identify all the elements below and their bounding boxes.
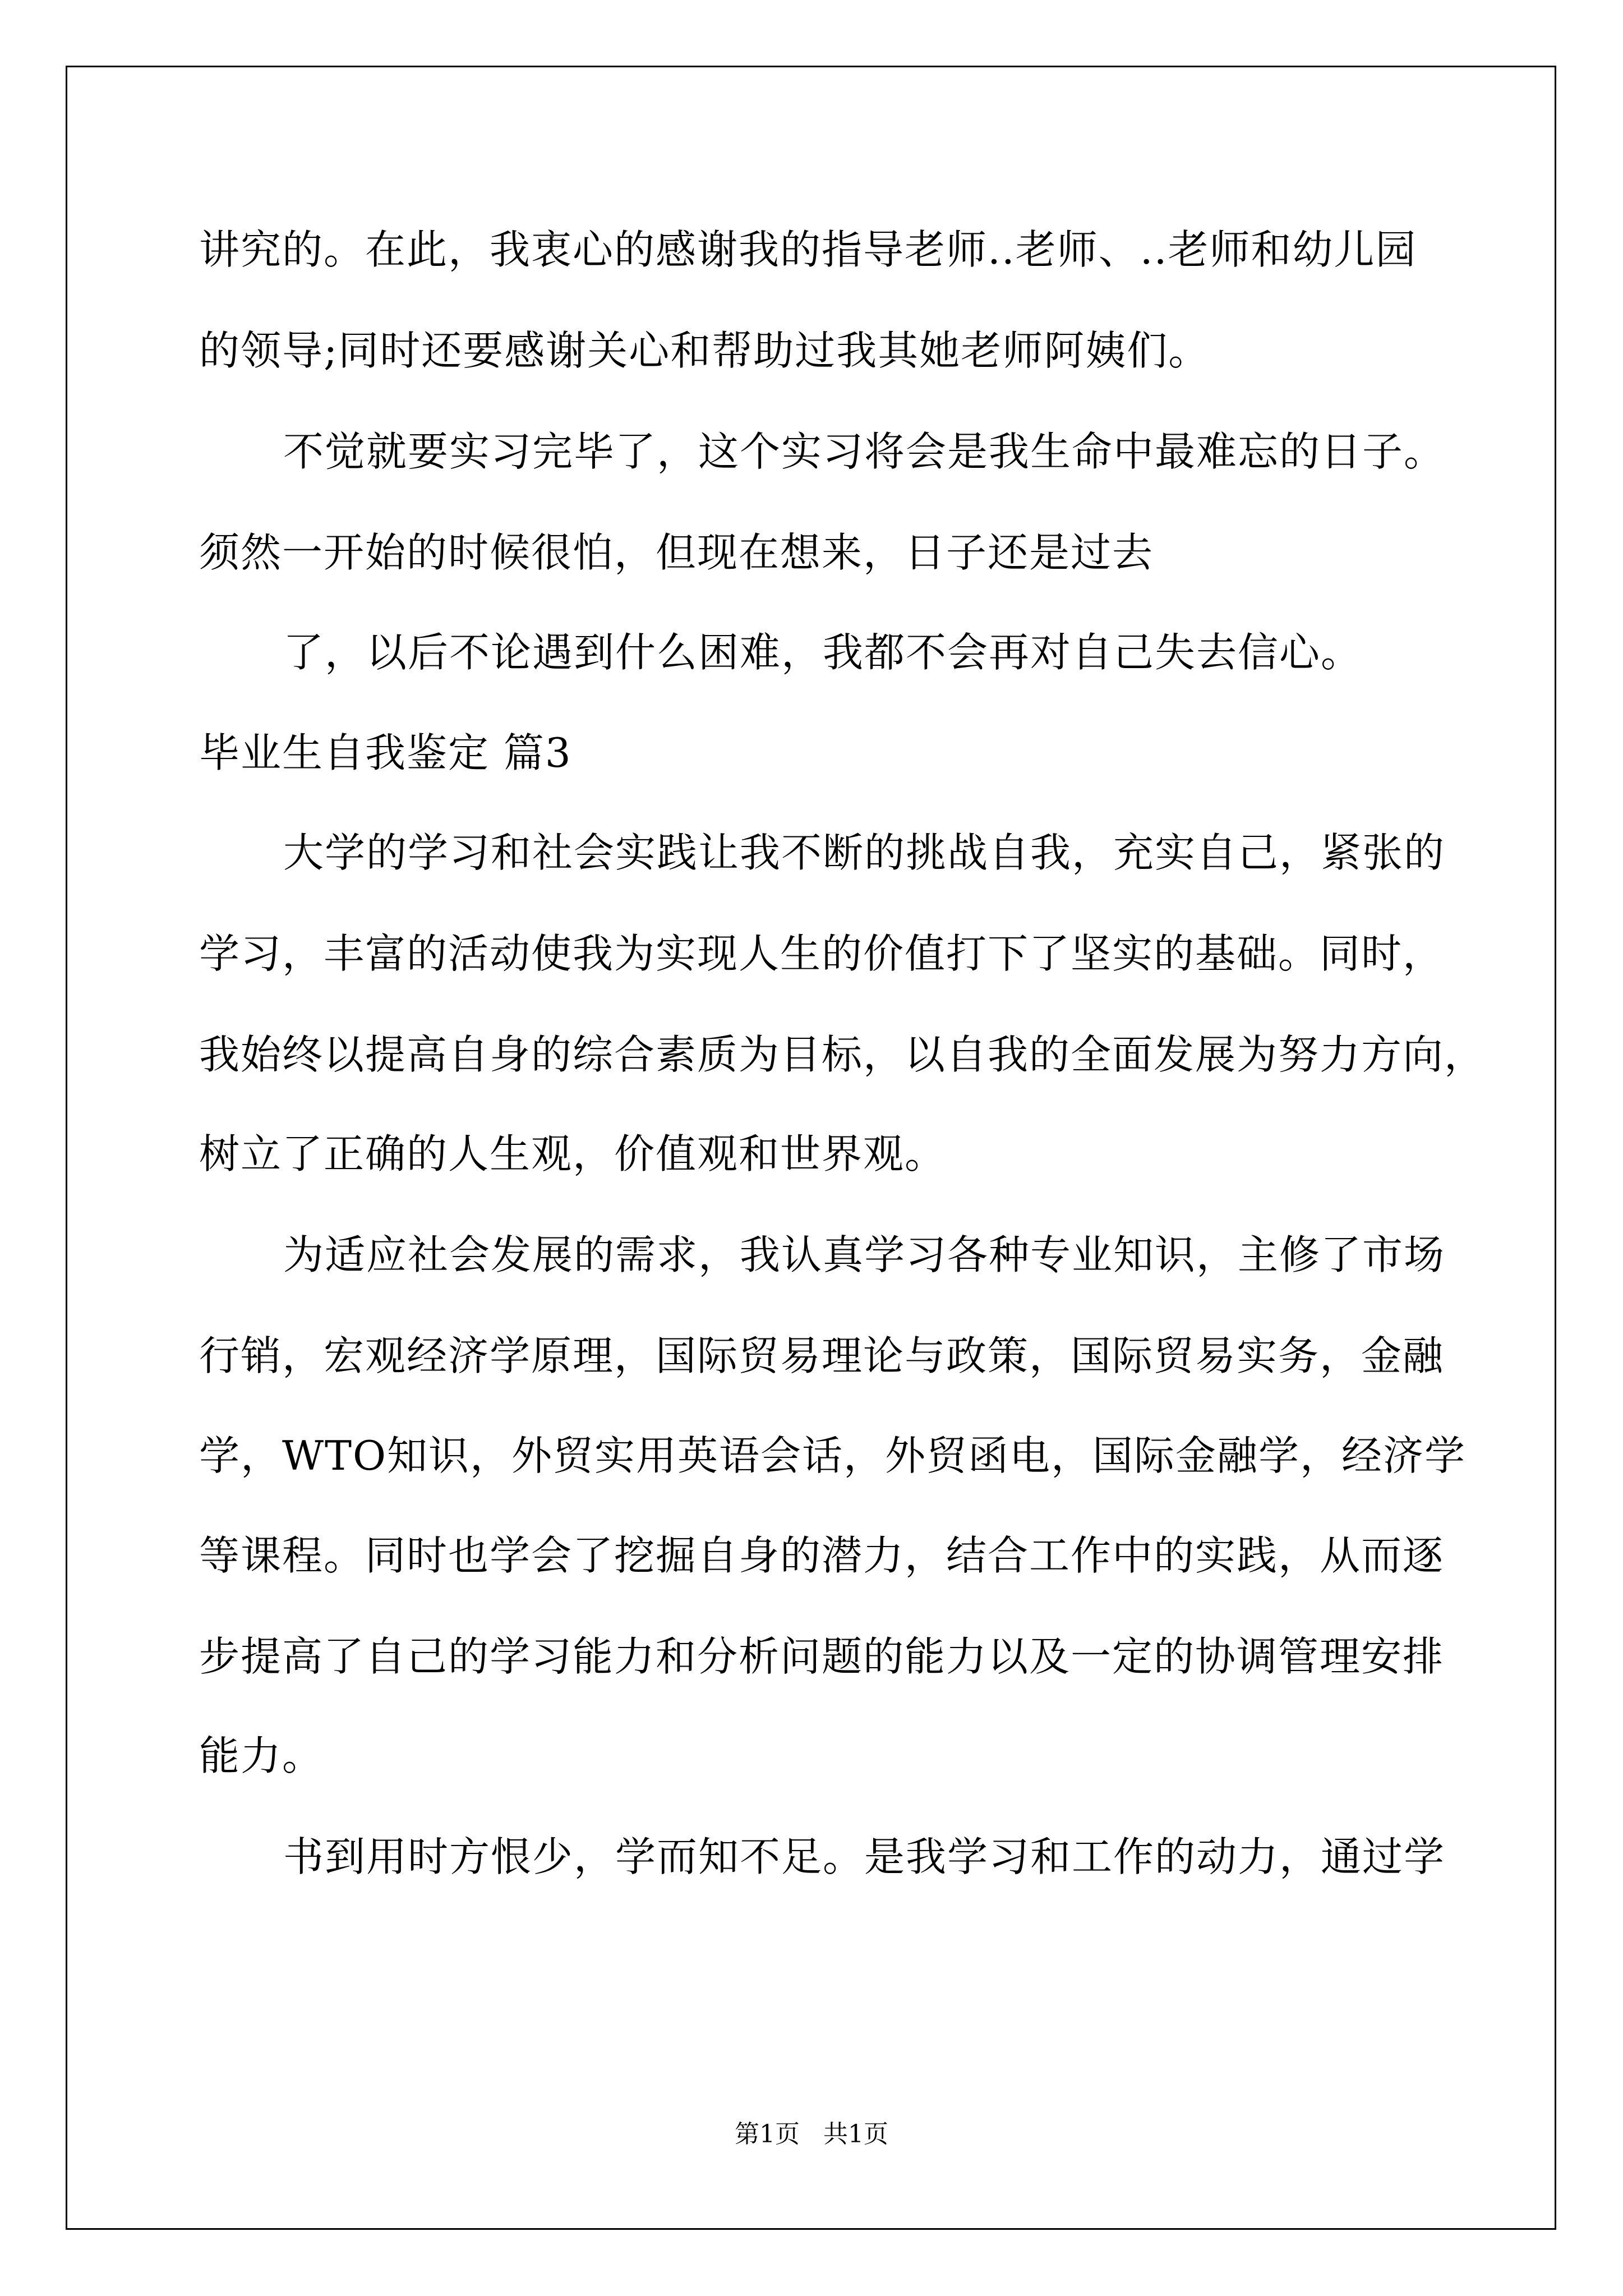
section-heading: 毕业生自我鉴定 篇3 xyxy=(199,729,572,776)
paragraph-first-line: 大学的学习和社会实践让我不断的挑战自我，充实自己，紧张的 xyxy=(283,829,1446,876)
text-line: 的领导;同时还要感谢关心和帮助过我其她老师阿姨们。 xyxy=(199,327,1210,374)
text-line: 树立了正确的人生观，价值观和世界观。 xyxy=(199,1130,947,1177)
text-line: 等课程。同时也学会了挖掘自身的潜力，结合工作中的实践，从而逐 xyxy=(199,1532,1445,1579)
text-line: 须然一开始的时候很怕，但现在想来，日子还是过去 xyxy=(199,529,1154,576)
paragraph-first-line: 书到用时方恨少，学而知不足。是我学习和工作的动力，通过学 xyxy=(283,1833,1446,1880)
paragraph-first-line: 为适应社会发展的需求，我认真学习各种专业知识，主修了市场 xyxy=(283,1231,1446,1278)
page-footer: 第1页 共1页 xyxy=(735,2120,888,2148)
text-line: 步提高了自己的学习能力和分析问题的能力以及一定的协调管理安排 xyxy=(199,1633,1445,1680)
paragraph-first-line: 了，以后不论遇到什么困难，我都不会再对自己失去信心。 xyxy=(283,629,1363,676)
text-line: 学习，丰富的活动使我为实现人生的价值打下了坚实的基础。同时， xyxy=(199,930,1445,977)
text-line: 行销，宏观经济学原理，国际贸易理论与政策，国际贸易实务，金融 xyxy=(199,1332,1445,1379)
text-line: 我始终以提高自身的综合素质为目标，以自我的全面发展为努力方向， xyxy=(199,1031,1486,1078)
text-line: 讲究的。在此，我衷心的感谢我的指导老师..老师、..老师和幼儿园 xyxy=(199,226,1417,273)
text-line: 能力。 xyxy=(199,1732,324,1779)
text-line: 学，WTO知识，外贸实用英语会话，外贸函电，国际金融学，经济学 xyxy=(199,1432,1467,1479)
paragraph-first-line: 不觉就要实习完毕了，这个实习将会是我生命中最难忘的日子。 xyxy=(283,428,1446,475)
